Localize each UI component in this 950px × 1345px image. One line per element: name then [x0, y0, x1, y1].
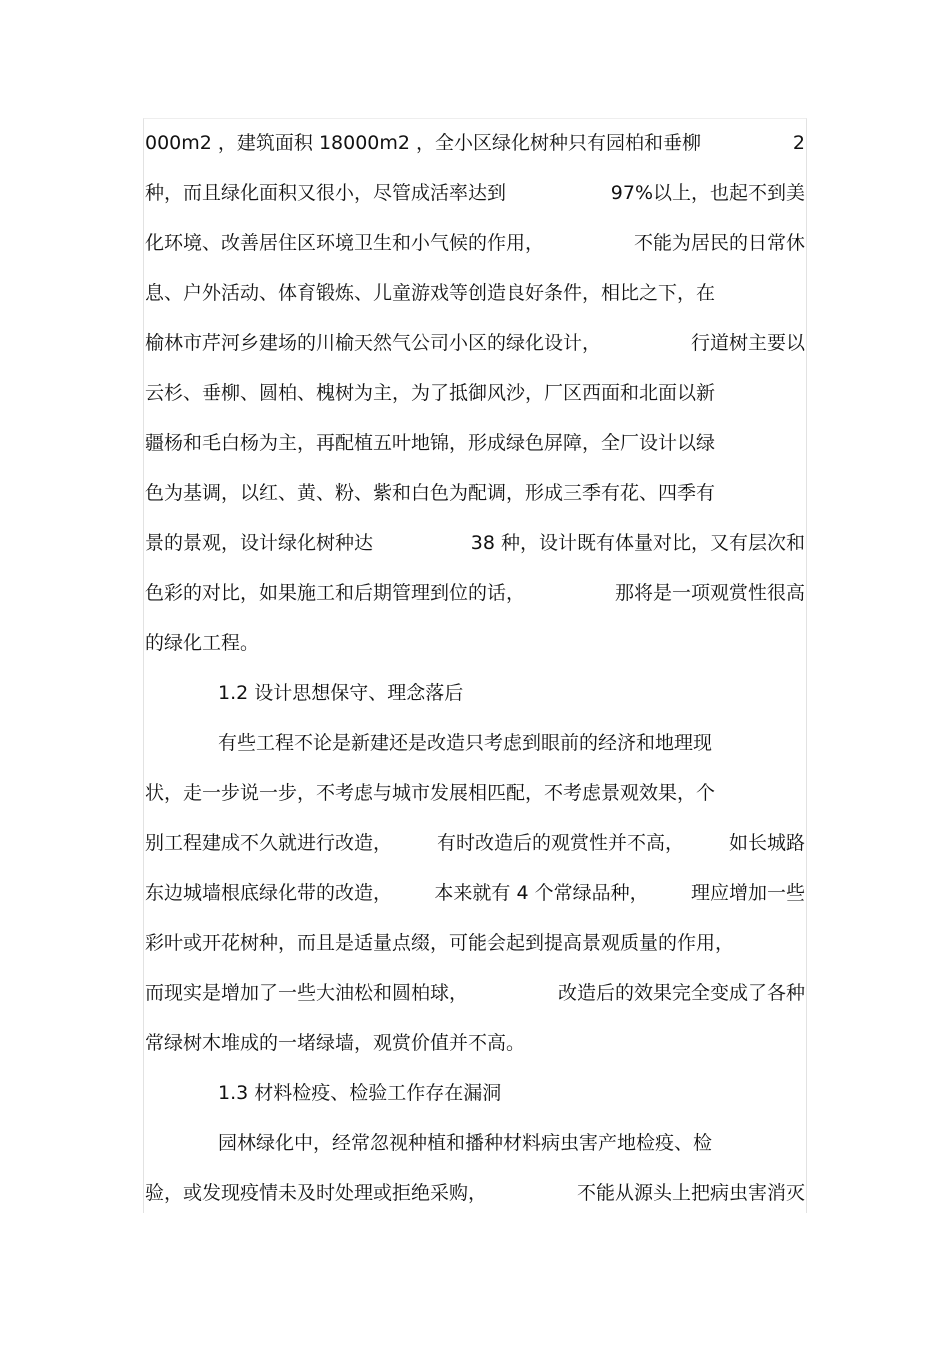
- paragraph-line: 的绿化工程。: [145, 632, 260, 654]
- paragraph-line: 景的景观，设计绿化树种达 38 种，设计既有体量对比，又有层次和: [145, 532, 805, 554]
- paragraph-line: 验，或发现疫情未及时处理或拒绝采购， 不能从源头上把病虫害消灭: [145, 1182, 805, 1204]
- paragraph-line: 疆杨和毛白杨为主，再配植五叶地锦，形成绿色屏障，全厂设计以绿: [145, 432, 716, 454]
- section-heading-1-2: 1.2 设计思想保守、理念落后: [218, 682, 464, 704]
- section-heading-1-3: 1.3 材料检疫、检验工作存在漏洞: [218, 1082, 502, 1104]
- paragraph-line: 云杉、垂柳、圆柏、槐树为主，为了抵御风沙，厂区西面和北面以新: [145, 382, 716, 404]
- paragraph-line: 色彩的对比，如果施工和后期管理到位的话， 那将是一项观赏性很高: [145, 582, 805, 604]
- paragraph-line: 而现实是增加了一些大油松和圆柏球， 改造后的效果完全变成了各种: [145, 982, 805, 1004]
- paragraph-line: 化环境、改善居住区环境卫生和小气候的作用， 不能为居民的日常休: [145, 232, 805, 254]
- paragraph-line: 种，而且绿化面积又很小，尽管成活率达到 97%以上，也起不到美: [145, 182, 805, 204]
- paragraph-line: 东边城墙根底绿化带的改造， 本来就有 4 个常绿品种， 理应增加一些: [145, 882, 805, 904]
- paragraph-line: 园林绿化中，经常忽视种植和播种材料病虫害产地检疫、检: [218, 1132, 713, 1154]
- paragraph-line: 000m2 ，建筑面积 18000m2 ，全小区绿化树种只有园柏和垂柳 2: [145, 132, 805, 154]
- paragraph-line: 色为基调，以红、黄、粉、紫和白色为配调，形成三季有花、四季有: [145, 482, 716, 504]
- paragraph-line: 别工程建成不久就进行改造， 有时改造后的观赏性并不高， 如长城路: [145, 832, 805, 854]
- paragraph-line: 彩叶或开花树种，而且是适量点缀，可能会起到提高景观质量的作用，: [145, 932, 735, 954]
- paragraph-line: 状，走一步说一步，不考虑与城市发展相匹配，不考虑景观效果，个: [145, 782, 716, 804]
- paragraph-line: 常绿树木堆成的一堵绿墙，观赏价值并不高。: [145, 1032, 526, 1054]
- paragraph-line: 息、户外活动、体育锻炼、儿童游戏等创造良好条件，相比之下，在: [145, 282, 716, 304]
- paragraph-line: 榆林市芹河乡建场的川榆天然气公司小区的绿化设计， 行道树主要以: [145, 332, 805, 354]
- paragraph-line: 有些工程不论是新建还是改造只考虑到眼前的经济和地理现: [218, 732, 713, 754]
